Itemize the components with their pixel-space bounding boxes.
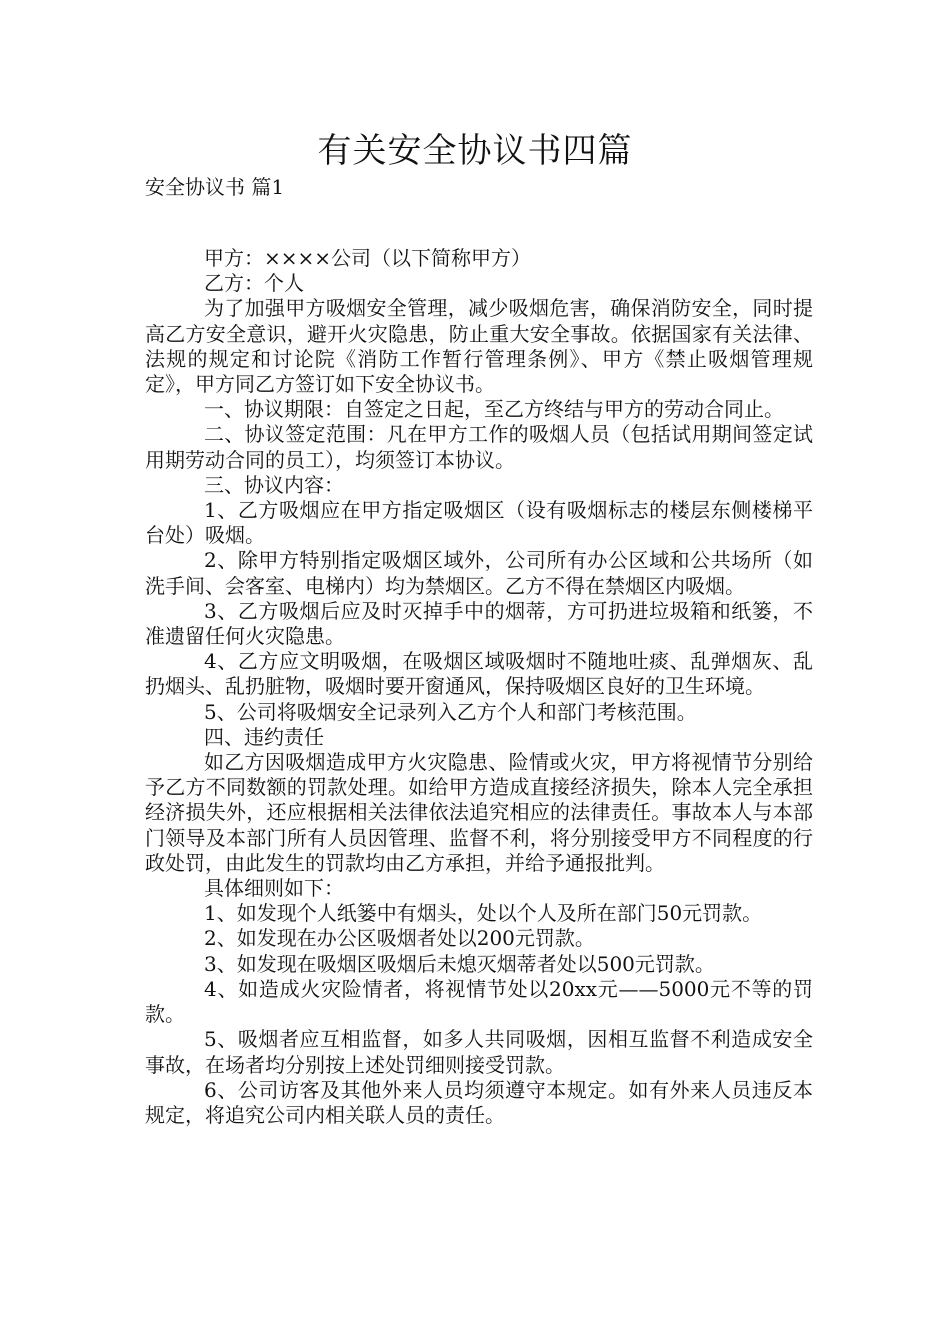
page-title: 有关安全协议书四篇 xyxy=(317,131,633,171)
paragraph-rule: 6、公司访客及其他外来人员均须遵守本规定。如有外来人员违反本规定，将追究公司内相关联人员的责任。 xyxy=(145,1077,813,1127)
paragraph-rules-heading: 具体细则如下： xyxy=(204,876,344,901)
paragraph-liability-heading: 四、违约责任 xyxy=(204,724,324,749)
document-body xyxy=(145,246,813,1128)
paragraph-item: 5、公司将吸烟安全记录列入乙方个人和部门考核范围。 xyxy=(204,699,697,724)
section-heading: 安全协议书 篇1 xyxy=(145,175,285,199)
paragraph-term: 一、协议期限：自签定之日起，至乙方终结与甲方的劳动合同止。 xyxy=(204,397,784,422)
paragraph-party-b: 乙方：个人 xyxy=(204,271,304,296)
paragraph-party-a: 甲方：××××公司（以下简称甲方） xyxy=(204,246,532,270)
paragraph-rule: 3、如发现在吸烟区吸烟后未熄灭烟蒂者处以500元罚款。 xyxy=(204,951,715,976)
paragraph-item: 2、除甲方特别指定吸烟区域外，公司所有办公区域和公共场所（如洗手间、会客室、电梯内）均为禁烟区。乙方不得在禁烟区内吸烟。 xyxy=(145,548,813,598)
paragraph-rule: 5、吸烟者应互相监督，如多人共同吸烟，因相互监督不利造成安全事故，在场者均分别按上述处罚细则接受罚款。 xyxy=(145,1027,813,1077)
paragraph-preamble: 为了加强甲方吸烟安全管理，减少吸烟危害，确保消防安全，同时提高乙方安全意识，避开火灾隐患，防止重大安全事故。依据国家有关法律、法规的规定和讨论院《消防工作暂行管理条例》、甲方《禁止吸烟管理规定》，甲方同乙方签订如下安全协议书。 xyxy=(145,296,813,397)
paragraph-content-heading: 三、协议内容： xyxy=(204,472,344,497)
paragraph-rule: 4、如造成火灾险情者，将视情节处以20xx元——5000元不等的罚款。 xyxy=(145,976,813,1027)
paragraph-scope: 二、协议签定范围：凡在甲方工作的吸烟人员（包括试用期间签定试用期劳动合同的员工），均须签订本协议。 xyxy=(145,422,813,472)
paragraph-rule: 2、如发现在办公区吸烟者处以200元罚款。 xyxy=(204,926,595,951)
paragraph-item: 1、乙方吸烟应在甲方指定吸烟区（设有吸烟标志的楼层东侧楼梯平台处）吸烟。 xyxy=(145,498,813,548)
paragraph-liability: 如乙方因吸烟造成甲方火灾隐患、险情或火灾，甲方将视情节分别给予乙方不同数额的罚款处理。如给甲方造成直接经济损失，除本人完全承担经济损失外，还应根据相关法律依法追究相应的法律责任。事故本人与本部门领导及本部门所有人员因管理、监督不利，将分别接受甲方不同程度的行政处罚，由此发生的罚款均由乙方承担，并给予通报批判。 xyxy=(145,750,813,875)
paragraph-item: 3、乙方吸烟后应及时灭掉手中的烟蒂，方可扔进垃圾箱和纸篓，不准遗留任何火灾隐患。 xyxy=(145,598,813,649)
paragraph-item: 4、乙方应文明吸烟，在吸烟区域吸烟时不随地吐痰、乱弹烟灰、乱扔烟头、乱扔脏物，吸烟时要开窗通风，保持吸烟区良好的卫生环境。 xyxy=(145,649,813,699)
paragraph-rule: 1、如发现个人纸篓中有烟头，处以个人及所在部门50元罚款。 xyxy=(204,901,763,926)
